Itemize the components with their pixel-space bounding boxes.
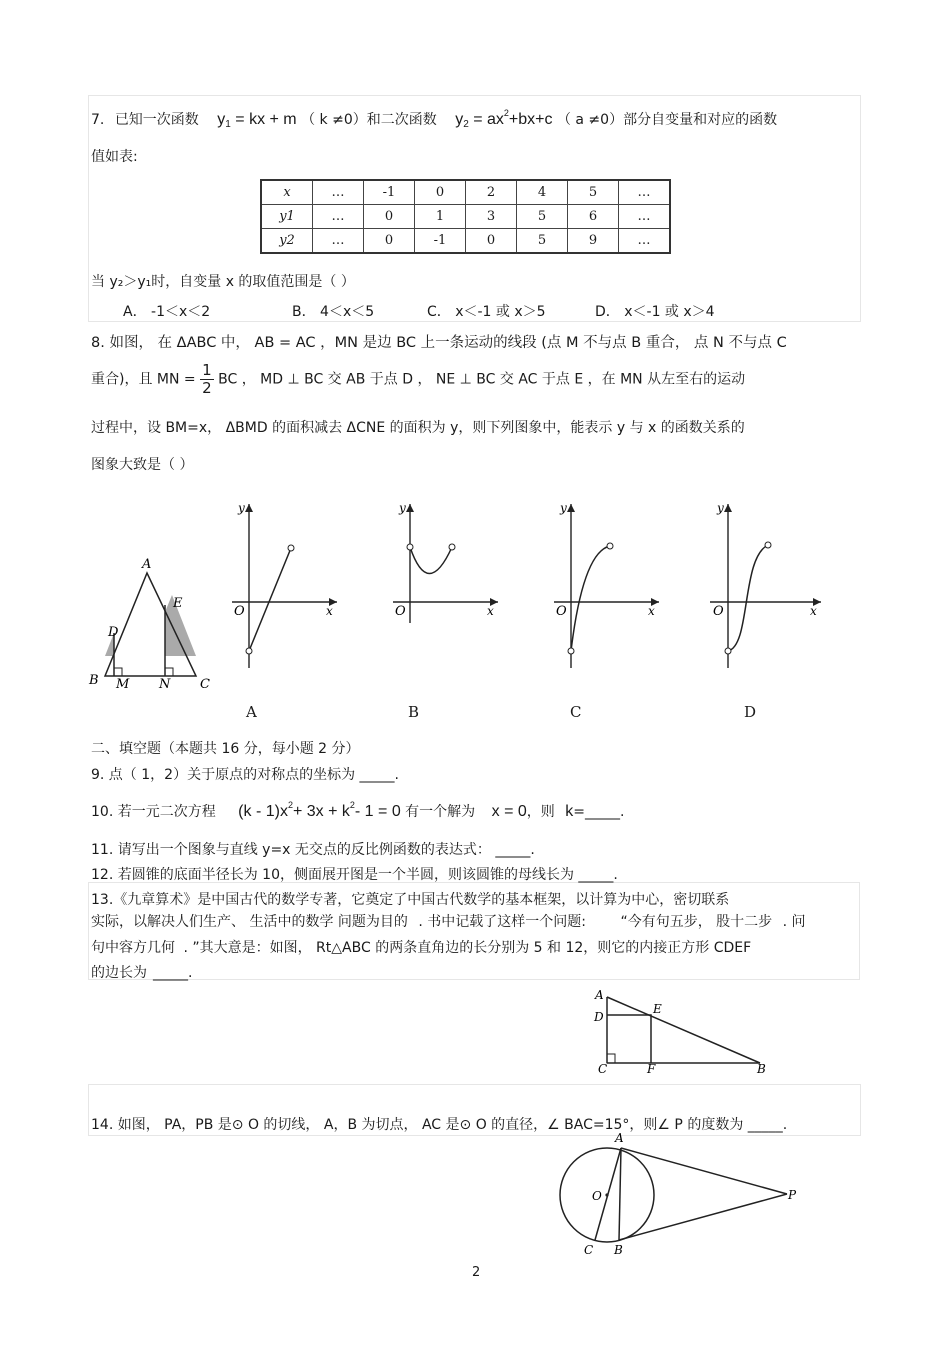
svg-text:x: x	[326, 604, 333, 618]
square-in-triangle-figure	[590, 985, 780, 1075]
q12: 12. 若圆锥的底面半径长为 10，侧面展开图是一个半圆，则该圆锥的母线长为 _____.	[91, 867, 618, 883]
table-row: y1 … 0 1 3 5 6 …	[261, 205, 670, 229]
fig14-a: A	[615, 1131, 624, 1145]
fig13-d: D	[594, 1010, 604, 1024]
table-row: x … -1 0 2 4 5 …	[261, 180, 670, 205]
graph-label-b: B	[408, 703, 420, 721]
q13-line1: 13.《九章算术》是中国古代的数学专著，它奠定了中国古代数学的基本框架，以计算为中心，密切联系	[91, 892, 730, 908]
q7-option-a: A． -1＜x＜2	[123, 304, 211, 320]
q7-option-b: B． 4＜x＜5	[292, 304, 375, 320]
graph-label-c: C	[570, 703, 582, 721]
q10: 10. 若一元二次方程 $(k - 1)x^2+ 3x + k^2-$ 1 = 0 有一个解为 x = 0，则 k=_____.	[91, 800, 625, 820]
q13-line3: 句中容方几何 . ”其大意是：如图， Rt△ABC 的两条直角边的长分别为 5 和 12，则它的内接正方形 CDEF	[91, 940, 752, 956]
q13-line4: 的边长为 _____.	[91, 965, 193, 981]
q7-question: 当 y₂＞y₁时，自变量 x 的取值范围是（ ）	[91, 274, 355, 290]
q7-option-d: D． x＜-1 或 x＞4	[595, 304, 715, 320]
svg-text:y: y	[717, 501, 724, 515]
svg-text:y: y	[560, 501, 567, 515]
fig13-f: F	[647, 1062, 656, 1075]
svg-text:O: O	[234, 604, 245, 619]
tri-label-d: D	[108, 625, 119, 640]
circle-tangent-figure	[555, 1130, 805, 1260]
svg-text:x: x	[487, 604, 494, 618]
q8-line3: 过程中，设 BM=x， ΔBMD 的面积减去 ΔCNE 的面积为 y，则下列图象中，能表示 y 与 x 的函数关系的	[91, 420, 745, 436]
graph-c	[547, 498, 662, 668]
q7-line2: 值如表:	[91, 149, 138, 165]
svg-text:O: O	[556, 604, 567, 619]
svg-text:x: x	[648, 604, 655, 618]
page-number: 2	[472, 1265, 481, 1280]
svg-text:x: x	[810, 604, 817, 618]
triangle-figure	[85, 553, 215, 693]
fig13-b: B	[757, 1062, 766, 1075]
fig14-c: C	[584, 1243, 594, 1257]
value-table	[260, 179, 671, 254]
q7-line1: 7. 已知一次函数 $y_1$ = kx + m （ k ≠0）和二次函数 $y_2 = ax^2+bx+c$ （ a ≠0）部分自变量和对应的函数	[91, 108, 778, 130]
tri-label-b: B	[89, 673, 99, 688]
svg-text:O: O	[395, 604, 406, 619]
q7-option-c: C． x＜-1 或 x＞5	[427, 304, 546, 320]
fig14-b: B	[614, 1243, 623, 1257]
q11: 11. 请写出一个图象与直线 y=x 无交点的反比例函数的表达式： _____.	[91, 842, 535, 858]
tri-label-m: M	[116, 677, 130, 692]
section-2-heading: 二、填空题（本题共 16 分，每小题 2 分）	[91, 741, 360, 757]
svg-text:y: y	[238, 501, 245, 515]
fraction-half: $\frac{1}{2}$	[202, 361, 212, 397]
fig13-c: C	[598, 1062, 608, 1075]
svg-text:O: O	[713, 604, 724, 619]
graph-d	[705, 498, 825, 668]
q14: 14. 如图， PA，PB 是⊙ O 的切线， A，B 为切点， AC 是⊙ O 的直径，∠ BAC=15°，则∠ P 的度数为 _____.	[91, 1117, 788, 1133]
table-row: y2 … 0 -1 0 5 9 …	[261, 229, 670, 254]
q13-line2: 实际，以解决人们生产、 生活中的数学 问题为目的 . 书中记载了这样一个问题: “今有句五步， 股十二步 . 问	[91, 914, 806, 930]
fig14-p: P	[788, 1188, 797, 1202]
graph-label-d: D	[744, 703, 757, 721]
fig14-o: O	[592, 1189, 602, 1203]
q8-line1: 8. 如图， 在 ΔABC 中， AB = AC ，MN 是边 BC 上一条运动的线段 (点 M 不与点 B 重合， 点 N 不与点 C	[91, 335, 787, 351]
graph-a	[225, 498, 340, 668]
q8-line2: 重合)，且 MN = $\frac{1}{2}$ BC ， MD ⊥ BC 交 AB 于点 D ， NE ⊥ BC 交 AC 于点 E ，在 MN 从左至右的运动	[91, 361, 746, 397]
fig13-e: E	[653, 1002, 662, 1016]
fig13-a: A	[595, 988, 604, 1002]
tri-label-c: C	[200, 677, 210, 692]
tri-label-e: E	[173, 596, 183, 611]
svg-text:y: y	[399, 501, 406, 515]
graph-label-a: A	[246, 703, 257, 721]
tri-label-n: N	[159, 677, 171, 692]
q9: 9. 点（ 1，2）关于原点的对称点的坐标为 _____.	[91, 767, 399, 783]
tri-label-a: A	[142, 557, 152, 572]
q8-line4: 图象大致是（ ）	[91, 457, 194, 473]
graph-b	[386, 498, 501, 668]
